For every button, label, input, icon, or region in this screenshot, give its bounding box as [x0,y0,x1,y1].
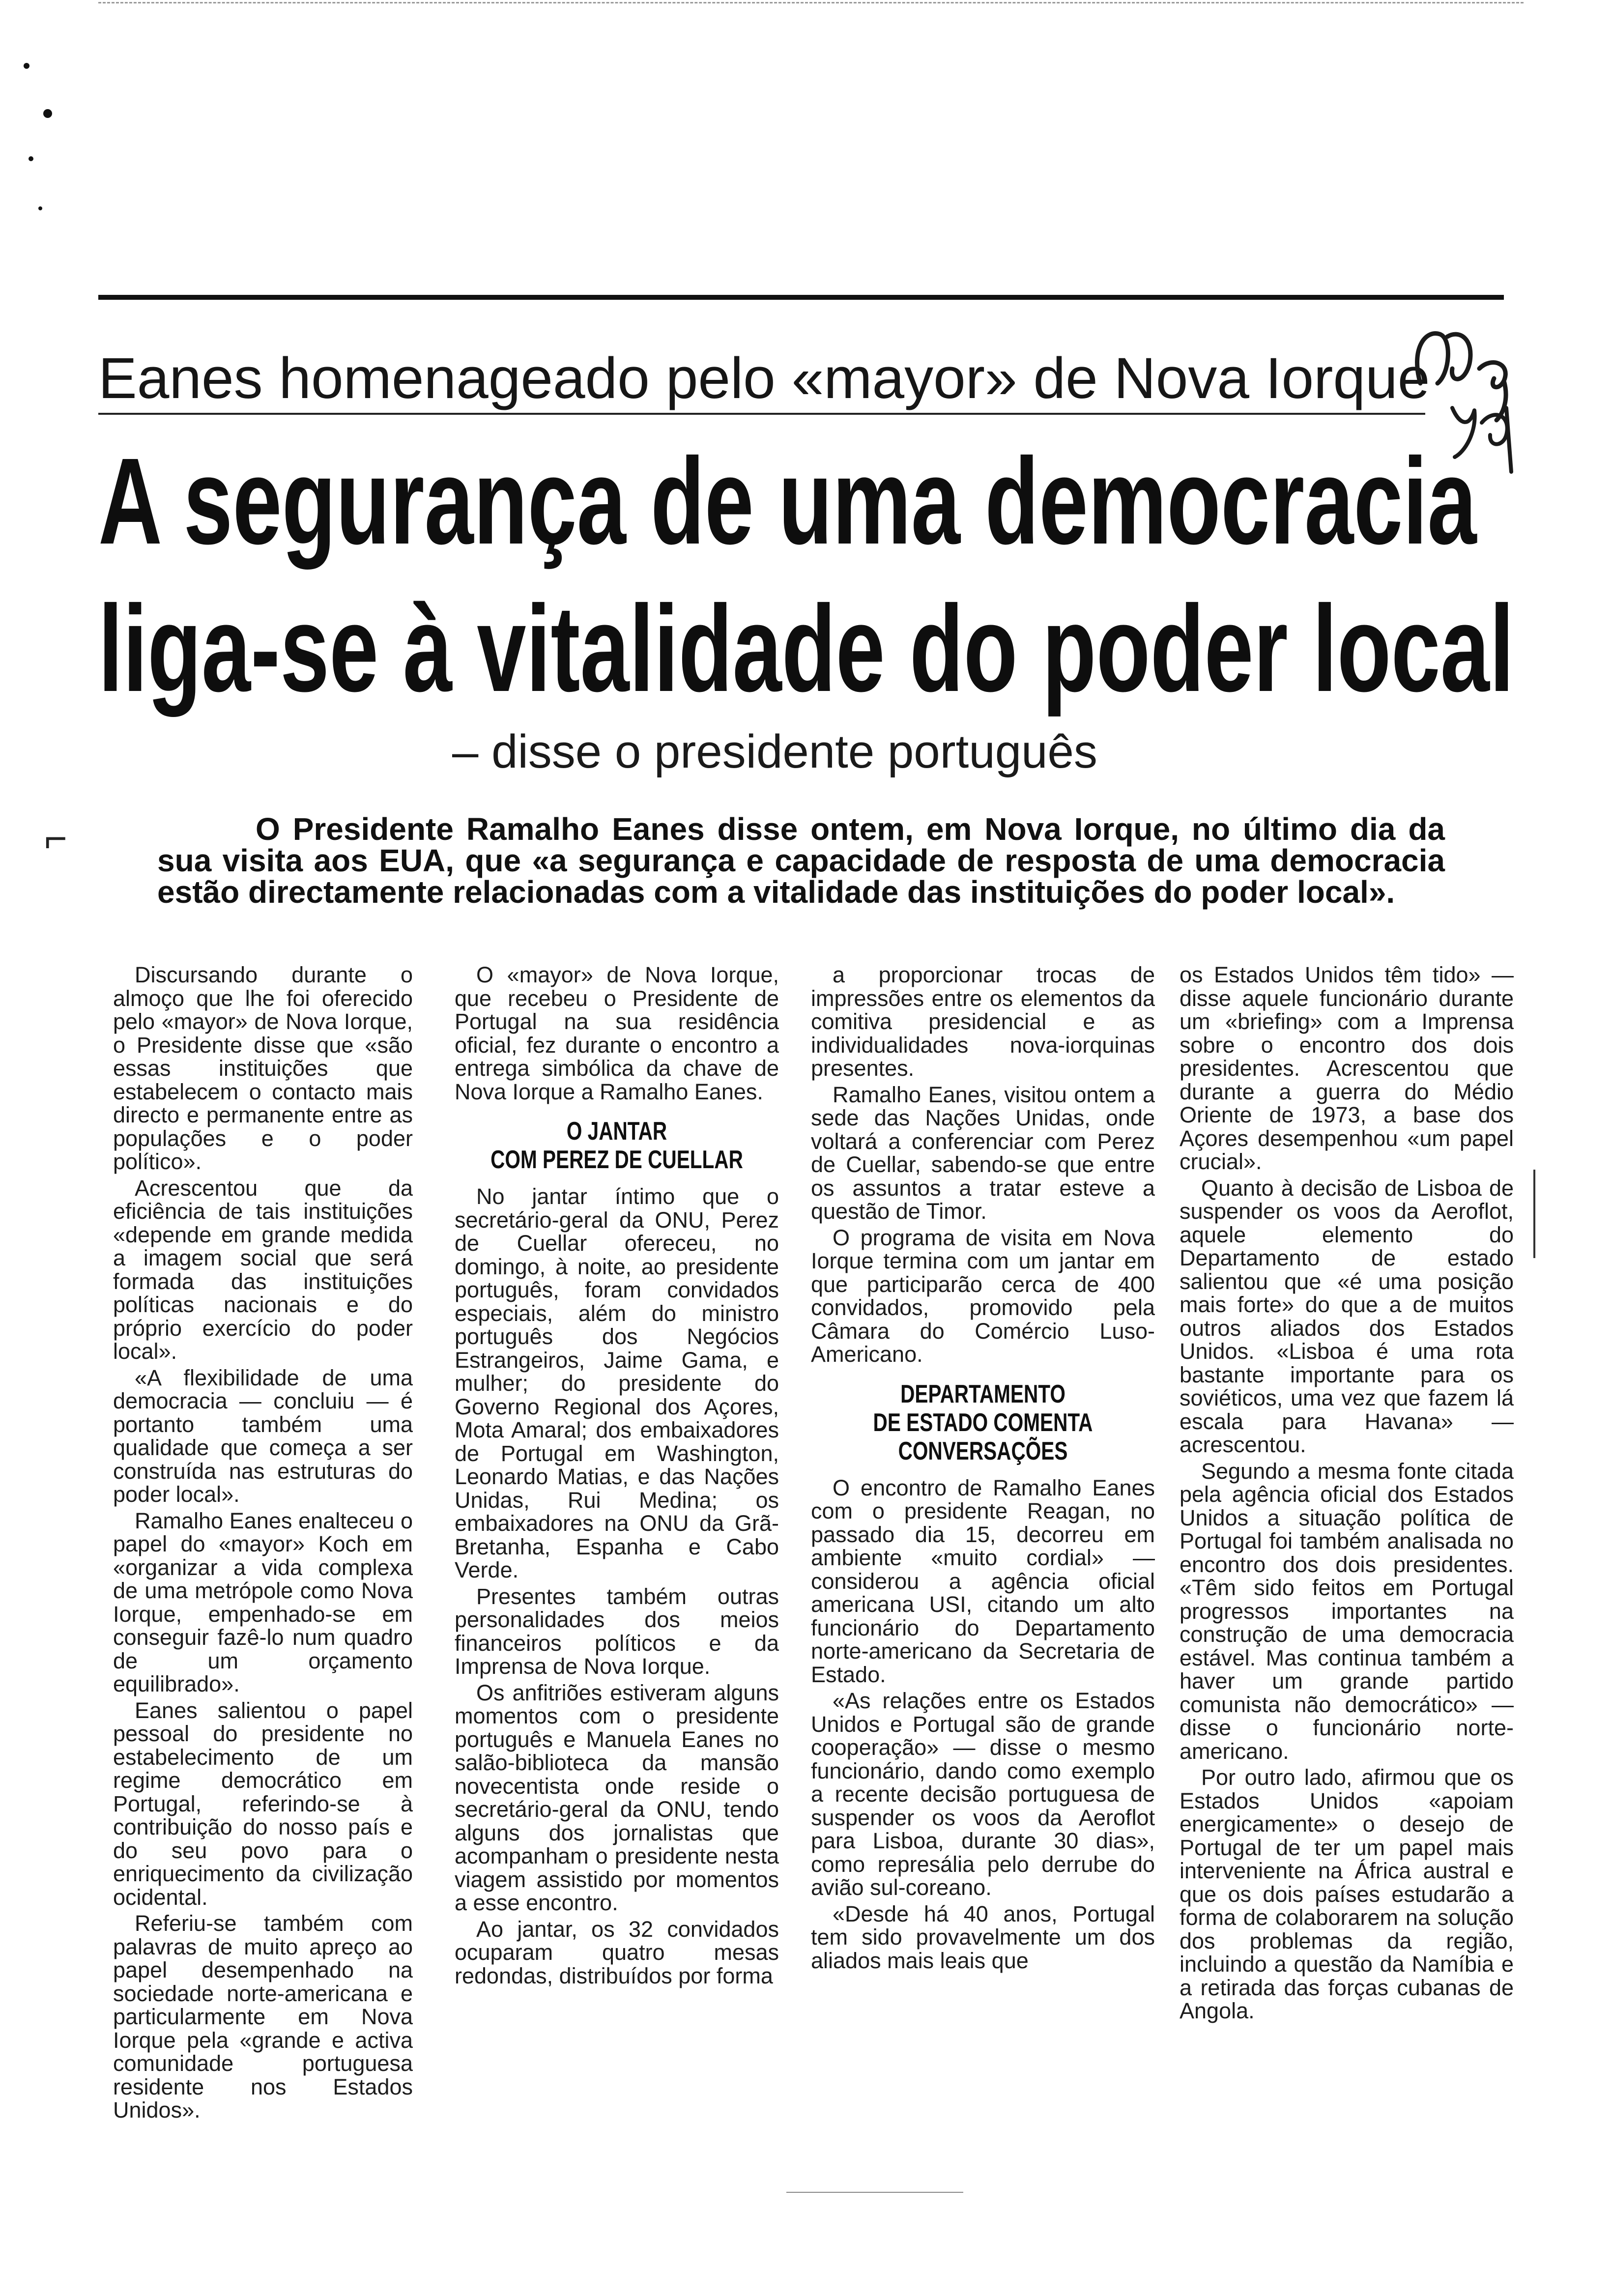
paragraph: O «mayor» de Nova Iorque, que recebeu o Presidente de Portugal na sua residência oficial, fez durante o encontro a entrega simbólica da chave de Nova Iorque a Ramalho Eanes. [455,962,779,1104]
paragraph: Por outro lado, afirmou que os Estados Unidos «apoiam energicamente» o desejo de Portugal de ter um papel mais interveniente na África austral e que os dois países estudarão a forma de colaborarem na solução dos problemas da região, incluindo a questão da Namíbia e a retirada das forças cubanas de Angola. [1180,1765,1514,2023]
margin-rule [1533,1170,1535,1258]
paragraph: Presentes também outras personalidades dos meios financeiros políticos e da Imprensa de Nova Iorque. [455,1583,779,1679]
paragraph: Discursando durante o almoço que lhe foi oferecido pelo «mayor» de Nova Iorque, o Presidente disse que «são essas instituições que estabelecem o contacto mais directo e permanente entre as populações e o poder político». [113,962,413,1174]
subhead-line: O JANTAR [566,1117,667,1146]
paragraph: Os anfitriões estiveram alguns momentos com o presidente português e Manuela Eanes no salão-biblioteca da mansão novecentista onde reside o secretário-geral da ONU, tendo alguns dos jornalistas que acompanham o presidente nesta viagem assistido por momentos a esse encontro. [455,1680,779,1915]
subhead-line: COM PEREZ DE CUELLAR [490,1146,743,1174]
paragraph: os Estados Unidos têm tido» — disse aquele funcionário durante um «briefing» com a Imprensa sobre o encontro dos dois presidentes. Acrescentou que durante a guerra do Médio Oriente de 1973, a base dos Açores desempenhou «um papel crucial». [1180,962,1514,1174]
scan-speck [43,109,52,118]
paragraph: «As relações entre os Estados Unidos e Portugal são de grande cooperação» — disse o mesmo funcionário, dando como exemplo a recente decisão portuguesa de suspender os voos da Aeroflot para Lisboa, durante 30 dias», como represália pelo derrube do avião sul-coreano. [811,1688,1155,1900]
headline-line-2: liga-se à vitalidade do poder local [98,580,1514,717]
kicker: Eanes homenageado pelo «mayor» de Nova Iorque [98,346,1430,411]
paragraph: «A flexibilidade de uma democracia — concluiu — é portanto também uma qualidade que começa a ser construída nas estruturas do poder local». [113,1365,413,1507]
scan-speck [29,156,33,161]
kicker-underline [98,413,1425,415]
paragraph: No jantar íntimo que o secretário-geral da ONU, Perez de Cuellar ofereceu, no domingo, à noite, ao presidente português, foram convidados especiais, além do ministro português dos Negócios Estrangeiros, Jaime Gama, e mulher; do presidente do Governo Regional dos Açores, Mota Amaral; dos embaixadores de Portugal em Washington, Leonardo Matias, e das Nações Unidas, Rui Medina; os embaixadores na ONU da Grã-Bretanha, Espanha e Cabo Verde. [455,1184,779,1582]
scan-speck [24,63,29,69]
top-rule [98,295,1504,300]
paragraph: Referiu-se também com palavras de muito apreço ao papel desempenhado na sociedade norte-americana e particularmente em Nova Iorque pela «grande e activa comunidade portuguesa residente nos Estados Unidos». [113,1911,413,2123]
paragraph: Segundo a mesma fonte citada pela agência oficial dos Estados Unidos a situação política de Portugal foi também analisada no encontro dos dois presidentes. «Têm sido feitos em Portugal progressos importantes na construção de uma democracia estável. Mas continua também a haver um grande partido comunista não democrático» — disse o funcionário norte-americano. [1180,1458,1514,1764]
paragraph: Quanto à decisão de Lisboa de suspender os voos da Aeroflot, aquele elemento do Departamento de estado salientou que «é uma posição mais forte» do que a de muitos outros aliados dos Estados Unidos. «Lisboa é uma rota bastante importante para os soviéticos, uma vez que fazem lá escala para Havana» — acrescentou. [1180,1175,1514,1457]
scan-edge-line [98,2,1524,3]
subhead-line: CONVERSAÇÕES [898,1436,1068,1465]
paragraph: «Desde há 40 anos, Portugal tem sido provavelmente um dos aliados mais leais que [811,1901,1155,1973]
subtitle: – disse o presidente português [452,725,1097,778]
scan-edge-line [786,2192,963,2193]
paragraph: O encontro de Ramalho Eanes com o presidente Reagan, no passado dia 15, decorreu em ambiente «muito cordial» — considerou a agência oficial americana USI, citando um alto funcionário do Departamento norte-americano da Secretaria de Estado. [811,1475,1155,1687]
paragraph: Eanes salientou o papel pessoal do presidente no estabelecimento de um regime democrático em Portugal, referindo-se à contribuição do nosso país e do seu povo para o enriquecimento da civilização ocidental. [113,1697,413,1910]
paragraph: a proporcionar trocas de impressões entre os elementos da comitiva presidencial e as individualidades nova-iorquinas presentes. [811,962,1155,1081]
headline [98,428,1514,722]
section-subhead [490,1117,744,1174]
paragraph: Ao jantar, os 32 convidados ocuparam quatro mesas redondas, distribuídos por forma [455,1916,779,1988]
column-2 [455,963,779,1990]
column-3 [811,963,1155,1975]
section-subhead [849,1380,1117,1465]
paragraph: Acrescentou que da eficiência de tais instituições «depende em grande medida a imagem social que será formada das instituições políticas nacionais e do próprio exercício do poder local». [113,1175,413,1364]
paragraph: Ramalho Eanes, visitou ontem a sede das Nações Unidas, onde voltará a conferenciar com Perez de Cuellar, sabendo-se que entre os assuntos a tratar esteve a questão de Timor. [811,1082,1155,1224]
column-4 [1180,963,1514,2026]
paragraph: O programa de visita em Nova Iorque termina com um jantar em que participarão cerca de 400 convidados, promovido pela Câmara do Comércio Luso-Americano. [811,1225,1155,1367]
paragraph: Ramalho Eanes enalteceu o papel do «mayor» Koch em «organizar a vida complexa de uma metrópole como Nova Iorque, empenhado-se em conseguir fazê-lo num quadro de um orçamento equilibrado». [113,1508,413,1696]
headline-line-1: A segurança de uma democracia [98,432,1477,570]
lead-paragraph: O Presidente Ramalho Eanes disse ontem, em Nova Iorque, no último dia da sua visita aos EUA, que «a segurança e capacidade de resposta de uma democracia estão directamente relacionadas com a vitalidade das instituições do poder local». [157,811,1445,910]
scan-speck [38,206,42,210]
subhead-line: DE ESTADO COMENTA [873,1408,1093,1437]
column-1 [113,963,413,2125]
margin-mark: ⌐ [44,816,67,860]
subhead-line: DEPARTAMENTO [900,1379,1065,1408]
